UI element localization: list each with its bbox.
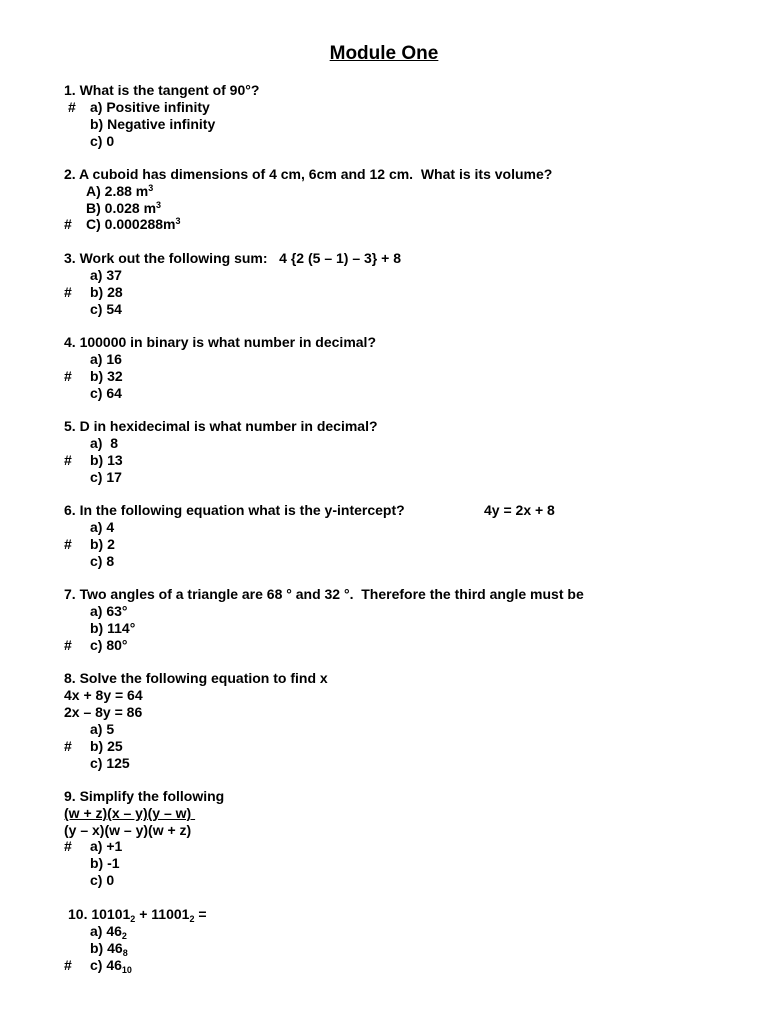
option-2a: A) 2.88 $m^3$ [86,183,154,199]
option-3a: a) 37 [90,267,122,283]
option-10c: c) $46_{10}$ [90,957,132,975]
option-9c: c) 0 [90,872,115,888]
option-5b: b) 13 [90,452,123,468]
answer-mark: # [68,99,76,115]
answer-mark: # [64,368,72,384]
option-8a: a) 5 [90,721,115,737]
option-1a: a) Positive infinity [90,99,210,115]
question-3: 3. Work out the following sum: 4 {2 (5 – 1) – 3} + 8 [64,250,401,266]
option-7a: a) 63° [90,603,128,619]
answer-mark: # [64,536,72,552]
equation-8-1: 4x + 8y = 64 [64,687,143,703]
answer-mark: # [64,838,72,854]
option-7c: c) 80° [90,637,128,653]
option-6c: c) 8 [90,553,115,569]
option-4c: c) 64 [90,385,122,401]
question-4: 4. 100000 in binary is what number in decimal? [64,334,376,350]
option-2c: C) $0.000288m^3$ [86,216,181,232]
answer-mark: # [64,284,72,300]
page-title: Module One [329,43,439,64]
question-9: 9. Simplify the following [64,788,225,804]
option-5c: c) 17 [90,469,122,485]
option-1b: b) Negative infinity [90,116,216,132]
question-2: 2. A cuboid has dimensions of 4 cm, 6cm and 12 cm. What is its volume? [64,166,553,182]
option-5a: a) 8 [90,435,119,451]
answer-mark: # [64,637,72,653]
answer-mark: # [64,216,72,232]
option-4a: a) 16 [90,351,122,367]
answer-mark: # [64,957,72,973]
equation-6: 4y = 2x + 8 [484,502,555,518]
fraction-denominator: (y – x)(w – y)(w + z) [64,822,192,838]
option-3c: c) 54 [90,301,122,317]
answer-mark: # [64,738,72,754]
option-2b: B) 0.028 $m^3$ [86,200,162,216]
equation-8-2: 2x – 8y = 86 [64,704,143,720]
option-4b: b) 32 [90,368,123,384]
question-1: 1. What is the tangent of 90°? [64,82,260,98]
option-3b: b) 28 [90,284,123,300]
option-6a: a) 4 [90,519,115,535]
option-1c: c) 0 [90,133,115,149]
option-10a: a) $46_2$ [90,923,127,941]
question-5: 5. D in hexidecimal is what number in decimal? [64,418,378,434]
answer-mark: # [64,452,72,468]
question-7: 7. Two angles of a triangle are 68 ° and 32 °. Therefore the third angle must be [64,586,584,602]
option-9b: b) -1 [90,855,120,871]
question-10: 10. $10101_2 + 11001_2$ = [68,906,207,924]
option-7b: b) 114° [90,620,136,636]
option-9a: a) +1 [90,838,123,854]
option-6b: b) 2 [90,536,115,552]
fraction-numerator: (w + z)(x – y)(y – w) [64,805,196,821]
question-8: 8. Solve the following equation to find x [64,670,328,686]
option-8c: c) 125 [90,755,130,771]
option-10b: b) $46_8$ [90,940,128,958]
option-8b: b) 25 [90,738,123,754]
question-6: 6. In the following equation what is the y-intercept? [64,502,405,518]
